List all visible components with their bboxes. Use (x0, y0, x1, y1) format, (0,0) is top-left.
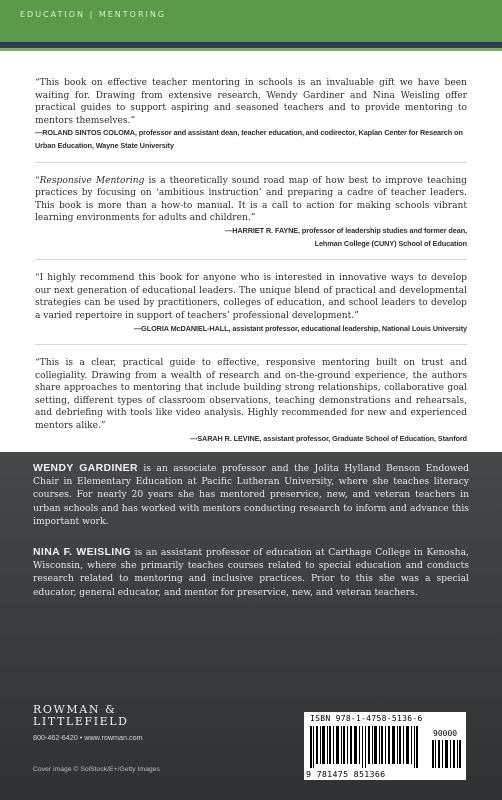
book-title: Responsive Mentoring (39, 175, 145, 186)
isbn-barcode (304, 712, 466, 780)
author-bio-gardiner (33, 462, 469, 528)
publisher-block (33, 704, 223, 742)
divider (35, 162, 467, 163)
endorsement-text: “I highly recommend this book for anyone who is interested in innovative ways to develop our next generation of educational leaders. The unique blend of practical and developmental strategies can be used by practitioners, colleges of education, and school leaders to develop a varied repertoire in support of teachers’ professional development.” (35, 273, 467, 321)
endorsement-2 (35, 175, 467, 251)
price-code: 90000 (433, 729, 458, 738)
series-label: EDUCATION | MENTORING (20, 10, 167, 19)
endorsement-attribution-line2: Lehman College (CUNY) School of Education (314, 238, 467, 248)
endorsement-attribution: —SARAH R. LEVINE, assistant professor, Graduate School of Education, Stanford (190, 433, 467, 443)
author-name: WENDY GARDINER (33, 463, 138, 474)
author-bio-text: is an associate professor and the Jolita Hylland Benson Endowed Chair in Elementary Education at Pacific Lutheran University, where she teaches literacy courses. For nearly 20 years she has mentored preservice, new, and veteran teachers in urban schools and has worked with mentors conducting research to inform and advance this important work. (33, 463, 469, 527)
publisher-contact: 800-462-6420 • www.rowman.com (33, 733, 143, 742)
author-bio-weisling (33, 546, 469, 599)
endorsements (35, 77, 467, 445)
price-barcode-bars (432, 740, 462, 768)
barcode-bars (310, 726, 425, 768)
publisher-logo: ROWMAN & LITTLEFIELD (33, 703, 129, 728)
endorsement-3 (35, 272, 467, 335)
endorsement-attribution: —ROLAND SINTOS COLOMA, professor and assistant dean, teacher education, and codirector, Kaplan Center for Research on Urban Education, Wayne State University (35, 128, 463, 150)
endorsement-attribution: —HARRIET R. FAYNE, professor of leadership studies and former dean, (225, 225, 467, 235)
divider (35, 259, 467, 260)
endorsement-text: “This book on effective teacher mentoring in schools is an invaluable gift we have been waiting for. Drawing from extensive research, Wendy Gardiner and Nina Weisling offer practical guides to support aspiring and seasoned teachers and to provide mentoring to mentors themselves.” (35, 78, 467, 126)
divider (35, 344, 467, 345)
endorsement-4 (35, 357, 467, 445)
endorsement-attribution: —GLORIA McDANIEL-HALL, assistant professor, educational leadership, National Louis University (133, 323, 467, 333)
barcode-digits: 9 781475 851366 (306, 769, 386, 779)
cover-credit: Cover image © SolStock/E+/Getty Images (33, 766, 160, 773)
endorsement-text: “This is a clear, practical guide to effective, responsive mentoring built on trust and collegiality. Drawing from a wealth of research and on-the-ground experience, the authors share approaches to mentoring that include building strong relationships, collaborative goal setting, different types of classroom observations, teaching demonstrations and rehearsals, and debriefing with tools like video analysis. Highly recommended for new and experienced mentors alike.” (35, 358, 467, 432)
author-name: NINA F. WEISLING (33, 547, 132, 558)
endorsement-1 (35, 77, 467, 153)
author-bio-text: is an assistant professor of education at Carthage College in Kenosha, Wisconsin, where she primarily teaches courses related to special education and conducts research related to mentoring and inclusive practices. Prior to this she was a special educator, general educator, and mentor for preservice, new, and veteran teachers. (33, 547, 469, 598)
green-stripe (0, 48, 502, 51)
endorsement-text: “Responsive Mentoring is a theoretically sound road map of how best to improve teaching practices by focusing on ‘ambitious instruction’ and preparing a cadre of teacher leaders. This book is more than a how-to manual. It is a call to action for making schools vibrant learning environments for adults and children.” (35, 175, 468, 224)
isbn-label: ISBN 978-1-4758-5136-6 (310, 714, 423, 723)
top-color-band (0, 0, 502, 42)
